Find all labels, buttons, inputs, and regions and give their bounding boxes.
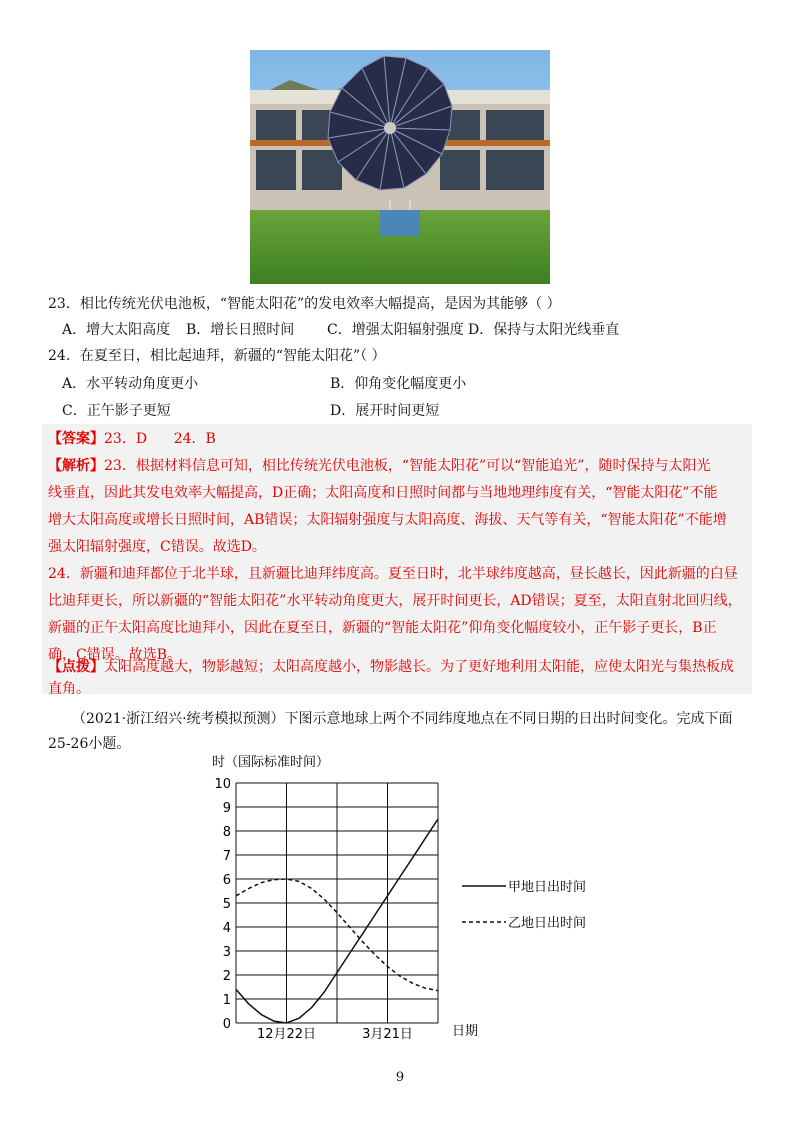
q24-option-d: D．展开时间更短 [330,403,440,419]
tip-line-1 [48,656,734,676]
sunrise-chart [196,750,616,1050]
analysis-line-6: 比迪拜更长，所以新疆的“智能太阳花”水平转动角度更大，展开时间更长，AD错误；夏至，太阳直射北回归线， [48,593,742,609]
answer-line [48,428,216,448]
tip-text: 太阳高度越大，物影越短；太阳高度越小，物影越长。为了更好地利用太阳能，应使太阳光与集热板成 [104,659,734,675]
page-number: 9 [395,1070,405,1085]
answer-text: 23．D 24．B [104,431,216,447]
x-tick-labels [257,1027,413,1042]
q23-option-b: B．增长日照时间 [186,322,295,338]
y-tick-label: 2 [222,969,231,984]
chart-legend [462,879,586,931]
y-tick-label: 8 [222,825,231,840]
y-tick-label: 5 [222,897,231,912]
q23-option-a: A．增大太阳高度 [62,322,171,338]
analysis-line-5: 24．新疆和迪拜都位于北半球，且新疆比迪拜纬度高。夏至日时，北半球纬度越高，昼长越长，因此新疆的白昼 [48,566,738,582]
x-tick-label: 12月22日 [256,1027,317,1042]
analysis-line-2: 线垂直，因此其发电效率大幅提高，D正确；太阳高度和日照时间都与当地地理纬度有关，“智能太阳花”不能 [48,485,718,501]
legend-label: 乙地日出时间 [508,916,587,931]
x-tick-label: 3月21日 [362,1027,413,1042]
question-24: 24．在夏至日，相比起迪拜，新疆的“智能太阳花”（ ） [48,348,386,364]
y-tick-labels [214,777,231,1032]
analysis-text: 23．根据材料信息可知，相比传统光伏电池板，“智能太阳花”可以“智能追光”，随时保持与太阳光 [104,458,711,474]
analysis-line-1 [48,455,710,475]
y-tick-label: 3 [222,945,231,960]
q24-option-a: A．水平转动角度更小 [62,376,199,392]
tip-line-2: 直角。 [48,681,90,697]
analysis-line-8: 确，C错误。故选B。 [48,647,181,663]
q24-option-b: B．仰角变化幅度更小 [330,376,467,392]
y-tick-label: 6 [222,873,231,888]
chart-grid [236,783,438,1023]
legend-label: 甲地日出时间 [508,880,587,895]
analysis-tag: 【解析】 [48,458,104,474]
analysis-line-7: 新疆的正午太阳高度比迪拜小，因此在夏至日，新疆的“智能太阳花”仰角变化幅度较小，正午影子更长，B正 [48,620,717,636]
intro-line-1: （2021·浙江绍兴·统考模拟预测）下图示意地球上两个不同纬度地点在不同日期的日出时间变化。完成下面 [72,711,733,727]
intro-line-2: 25-26小题。 [48,736,131,752]
x-axis-label: 日期 [452,1024,479,1039]
q23-option-c: C．增强太阳辐射强度 [327,322,464,338]
y-tick-label: 4 [222,921,231,936]
q23-option-d: D．保持与太阳光线垂直 [468,322,620,338]
question-23: 23．相比传统光伏电池板，“智能太阳花”的发电效率大幅提高，是因为其能够（ ） [48,296,561,312]
y-axis-label: 时（国际标准时间） [212,755,330,770]
q24-option-c: C．正午影子更短 [62,403,171,419]
tip-tag: 【点拨】 [48,659,104,675]
y-tick-label: 7 [222,849,231,864]
y-tick-label: 9 [222,801,231,816]
analysis-line-4: 强太阳辐射强度，C错误。故选D。 [48,539,266,555]
y-tick-label: 10 [214,777,231,792]
analysis-line-3: 增大太阳高度或增长日照时间，AB错误；太阳辐射强度与太阳高度、海拔、天气等有关，“智能太阳花”不能增 [48,512,727,528]
y-tick-label: 0 [222,1017,231,1032]
smartflower-photo [250,50,550,284]
y-tick-label: 1 [222,993,231,1008]
answer-tag: 【答案】 [48,431,104,447]
